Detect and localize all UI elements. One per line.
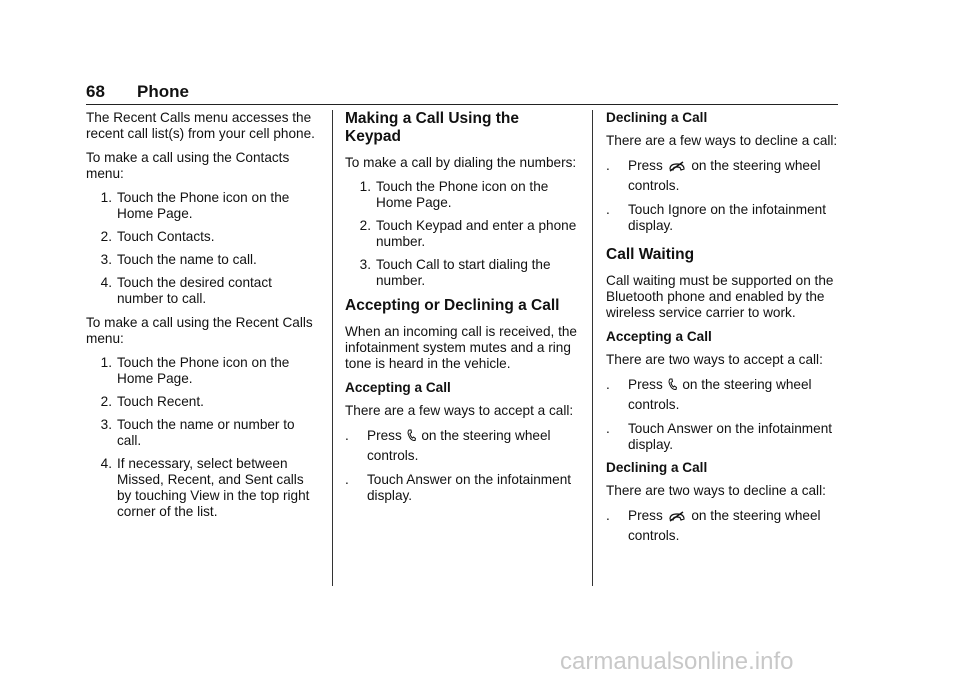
list-item: . Touch Ignore on the infotainment display. xyxy=(606,202,826,233)
accept-methods xyxy=(345,427,579,504)
contacts-steps xyxy=(86,190,320,307)
heading-accept-decline: Accepting or Declining a Call xyxy=(345,297,560,314)
paragraph: The Recent Calls menu accesses the recent call list(s) from your cell phone. xyxy=(86,110,315,141)
list-item: 3. Touch the name to call. xyxy=(100,252,257,267)
list-item: . Touch Answer on the infotainment display. xyxy=(606,421,833,452)
list-item: 2. Touch Contacts. xyxy=(100,229,215,244)
phone-answer-icon xyxy=(668,378,677,396)
column-2 xyxy=(345,110,579,511)
subheading-declining: Declining a Call xyxy=(606,110,708,125)
heading-call-waiting: Call Waiting xyxy=(606,246,695,263)
paragraph: When an incoming call is received, the infotainment system mutes and a ring tone is heard in the vehicle. xyxy=(345,324,577,371)
heading-keypad: Making a Call Using the Keypad xyxy=(345,110,519,145)
phone-hangup-icon xyxy=(668,159,686,177)
column-3 xyxy=(606,110,840,552)
paragraph: There are a few ways to decline a call: xyxy=(606,133,838,148)
column-1 xyxy=(86,110,320,528)
watermark: carmanualsonline.info xyxy=(560,648,794,675)
list-item: 3. Touch the name or number to call. xyxy=(100,417,295,448)
paragraph: There are two ways to decline a call: xyxy=(606,483,826,498)
paragraph: There are a few ways to accept a call: xyxy=(345,403,574,418)
list-item: 1. Touch the Phone icon on the Home Page. xyxy=(100,190,290,221)
list-item: . Press on the steering wheel controls. xyxy=(606,508,821,543)
subheading-cw-accepting: Accepting a Call xyxy=(606,329,712,344)
phone-hangup-icon xyxy=(668,509,686,527)
page-number: 68 xyxy=(86,82,105,101)
paragraph: There are two ways to accept a call: xyxy=(606,352,823,367)
paragraph: To make a call by dialing the numbers: xyxy=(345,155,577,170)
list-item: 2. Touch Keypad and enter a phone number. xyxy=(359,218,577,249)
cw-decline-methods xyxy=(606,507,840,545)
list-item: 3. Touch Call to start dialing the number. xyxy=(359,257,551,288)
phone-answer-icon xyxy=(407,429,416,447)
column-divider xyxy=(332,110,333,586)
list-item: 4. If necessary, select between Missed, Recent, and Sent calls by touching View in the top right corner of the list. xyxy=(100,456,310,519)
list-item: . Press on the steering wheel controls. xyxy=(606,377,812,412)
keypad-steps xyxy=(345,179,579,289)
list-item: . Touch Answer on the infotainment display. xyxy=(345,472,572,503)
list-item: 1. Touch the Phone icon on the Home Page. xyxy=(359,179,549,210)
recent-steps xyxy=(86,355,320,520)
list-item: . Press on the steering wheel controls. xyxy=(606,158,821,193)
list-item: 4. Touch the desired contact number to call. xyxy=(100,275,272,306)
paragraph: To make a call using the Contacts menu: xyxy=(86,150,290,181)
paragraph: To make a call using the Recent Calls menu: xyxy=(86,315,313,346)
cw-accept-methods xyxy=(606,376,840,453)
decline-methods xyxy=(606,157,840,234)
list-item: 1. Touch the Phone icon on the Home Page. xyxy=(100,355,290,386)
column-divider xyxy=(592,110,593,586)
list-item: 2. Touch Recent. xyxy=(100,394,204,409)
subheading-cw-declining: Declining a Call xyxy=(606,460,708,475)
page-header xyxy=(86,82,838,105)
section-title: Phone xyxy=(137,82,189,101)
list-item: . Press on the steering wheel controls. xyxy=(345,428,551,463)
subheading-accepting: Accepting a Call xyxy=(345,380,451,395)
paragraph: Call waiting must be supported on the Bluetooth phone and enabled by the wireless service carrier to work. xyxy=(606,273,834,320)
